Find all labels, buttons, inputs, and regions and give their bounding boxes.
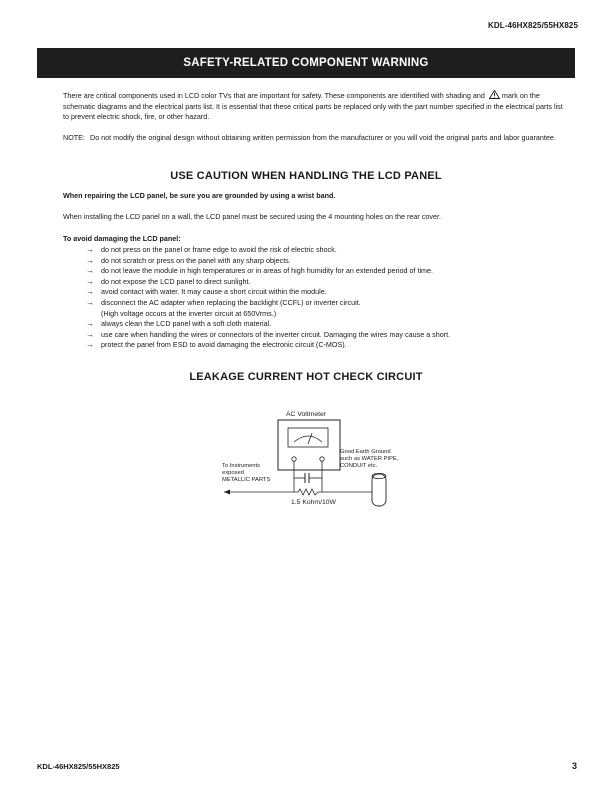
bullet-text: do not expose the LCD panel to direct sunlight. <box>101 276 251 286</box>
meter-terminal-left <box>292 457 296 461</box>
instr-label-2: exposed <box>222 470 244 476</box>
banner-title: SAFETY-RELATED COMPONENT WARNING <box>183 57 429 69</box>
resistor-label: 1.5 Kohm/10W <box>291 499 336 506</box>
instr-label-3: METALLIC PARTS <box>222 477 271 483</box>
header-model: KDL-46HX825/55HX825 <box>488 21 578 30</box>
meter-label: AC Voltmeter <box>286 411 327 418</box>
instr-label-1: To Instruments <box>222 463 261 469</box>
lcd-bullet-list <box>86 245 566 351</box>
leakage-circuit-diagram <box>212 400 422 525</box>
bullet-text: disconnect the AC adapter when replacing the backlight (CCFL) or inverter circuit. <box>101 297 361 307</box>
meter-needle <box>308 433 312 444</box>
safety-paragraph-part1: There are critical components used in LCD color TVs that are important for safety. These components are identified with shading and <box>63 91 485 100</box>
list-item <box>86 277 566 288</box>
resistor-symbol <box>298 489 318 495</box>
meter-box <box>278 420 340 470</box>
bullet-text: always clean the LCD panel with a soft cloth material. <box>101 319 272 329</box>
ground-label-2: such as WATER PIPE, <box>340 456 399 462</box>
meter-terminal-right <box>320 457 324 461</box>
arrow-icon: → <box>86 319 94 329</box>
ground-label-3: CONDUIT etc. <box>340 463 378 469</box>
bullet-text: do not leave the module in high temperatures or in areas of high humidity for an extended period of time. <box>101 266 434 276</box>
meter-scale <box>294 436 322 442</box>
section-banner <box>37 48 575 78</box>
bullet-subtext: (High voltage occurs at the inverter circuit at 650Vrms.) <box>101 308 277 318</box>
warning-triangle-icon <box>489 90 500 99</box>
page-number: 3 <box>571 761 577 771</box>
arrow-icon: → <box>86 245 94 254</box>
note-block <box>63 133 563 144</box>
arrow-icon: → <box>86 340 94 350</box>
bullet-text: use care when handling the wires or connectors of the inverter circuit. Damaging the wires may cause a short. <box>101 329 451 339</box>
safety-paragraph-part2: mark on the schematic diagrams and the electrical parts list. It is essential that these critical parts be replaced only with the part number specified in the electrical parts list to prevent electric shock, fire, or other hazard. <box>63 91 563 121</box>
arrow-icon: → <box>86 266 94 276</box>
avoid-title: To avoid damaging the LCD panel: <box>63 234 181 243</box>
list-item <box>86 319 566 330</box>
safety-paragraph <box>63 90 563 123</box>
bullet-text: avoid contact with water. It may cause a short circuit within the module. <box>101 287 327 297</box>
probe-arrow-icon <box>224 490 230 495</box>
mount-text: When installing the LCD panel on a wall, the LCD panel must be secured using the 4 mounting holes on the rear cover. <box>63 212 441 221</box>
note-label: NOTE: <box>63 133 85 142</box>
bullet-text: do not press on the panel or frame edge to avoid the risk of electric shock. <box>101 245 337 254</box>
leakage-heading: LEAKAGE CURRENT HOT CHECK CIRCUIT <box>189 371 423 383</box>
list-item <box>86 266 566 277</box>
footer-model: KDL-46HX825/55HX825 <box>37 762 120 771</box>
meter-display <box>288 428 328 447</box>
arrow-icon: → <box>86 287 94 297</box>
list-item <box>86 245 566 256</box>
arrow-icon: → <box>86 329 94 339</box>
list-item <box>86 340 566 351</box>
arrow-icon: → <box>86 255 94 265</box>
bullet-text: do not scratch or press on the panel with any sharp objects. <box>101 255 291 265</box>
list-item <box>86 256 566 267</box>
arrow-icon: → <box>86 276 94 286</box>
note-text: Do not modify the original design without obtaining written permission from the manufacturer or you will void the original parts and labor guarantee. <box>90 133 556 142</box>
ground-label-1: Good Earth Ground <box>340 449 391 455</box>
bullet-text: protect the panel from ESD to avoid damaging the electronic circuit (C-MOS). <box>101 340 347 350</box>
ground-text: When repairing the LCD panel, be sure you are grounded by using a wrist band. <box>63 191 336 200</box>
arrow-icon: → <box>86 297 94 307</box>
list-item <box>86 330 566 341</box>
list-item <box>86 298 566 319</box>
lcd-heading: USE CAUTION WHEN HANDLING THE LCD PANEL <box>170 170 442 182</box>
list-item <box>86 287 566 298</box>
